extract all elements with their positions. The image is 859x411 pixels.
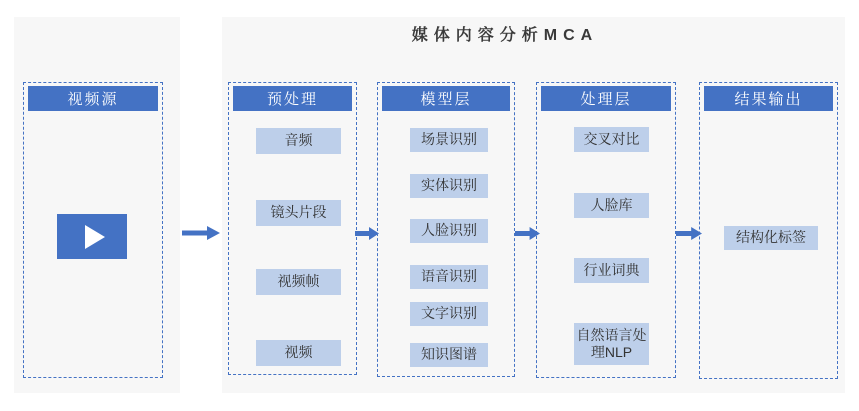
pipeline-item: 语音识别 — [410, 265, 488, 289]
flow-arrow-icon — [515, 227, 540, 240]
pipeline-item: 镜头片段 — [256, 200, 341, 226]
pipeline-item: 文字识别 — [410, 302, 488, 326]
flow-arrow-icon — [355, 227, 379, 240]
play-icon — [57, 214, 127, 259]
pipeline-item: 知识图谱 — [410, 343, 488, 367]
model-layer-group — [377, 82, 515, 377]
pipeline-item: 自然语言处理NLP — [574, 323, 649, 365]
pipeline-item: 视频 — [256, 340, 341, 366]
pipeline-item: 人脸识别 — [410, 219, 488, 243]
pipeline-item: 视频帧 — [256, 269, 341, 295]
preprocessing-group — [228, 82, 357, 375]
output-group — [699, 82, 838, 379]
pipeline-item: 交叉对比 — [574, 127, 649, 152]
play-triangle-icon — [85, 225, 105, 249]
output-header: 结果输出 — [704, 86, 833, 111]
preprocessing-header: 预处理 — [233, 86, 352, 111]
flow-arrow-icon — [182, 226, 220, 240]
flow-arrow-icon — [676, 227, 702, 240]
pipeline-item: 结构化标签 — [724, 226, 818, 250]
diagram-title: 媒体内容分析MCA — [411, 27, 599, 44]
pipeline-item: 实体识别 — [410, 174, 488, 198]
pipeline-item: 场景识别 — [410, 128, 488, 152]
processing-layer-group — [536, 82, 676, 378]
source-group — [23, 82, 163, 378]
source-group-header: 视频源 — [28, 86, 158, 111]
pipeline-item: 音频 — [256, 128, 341, 154]
pipeline-item: 人脸库 — [574, 193, 649, 218]
pipeline-item: 行业词典 — [574, 258, 649, 283]
processing-layer-header: 处理层 — [541, 86, 671, 111]
model-layer-header: 模型层 — [382, 86, 510, 111]
